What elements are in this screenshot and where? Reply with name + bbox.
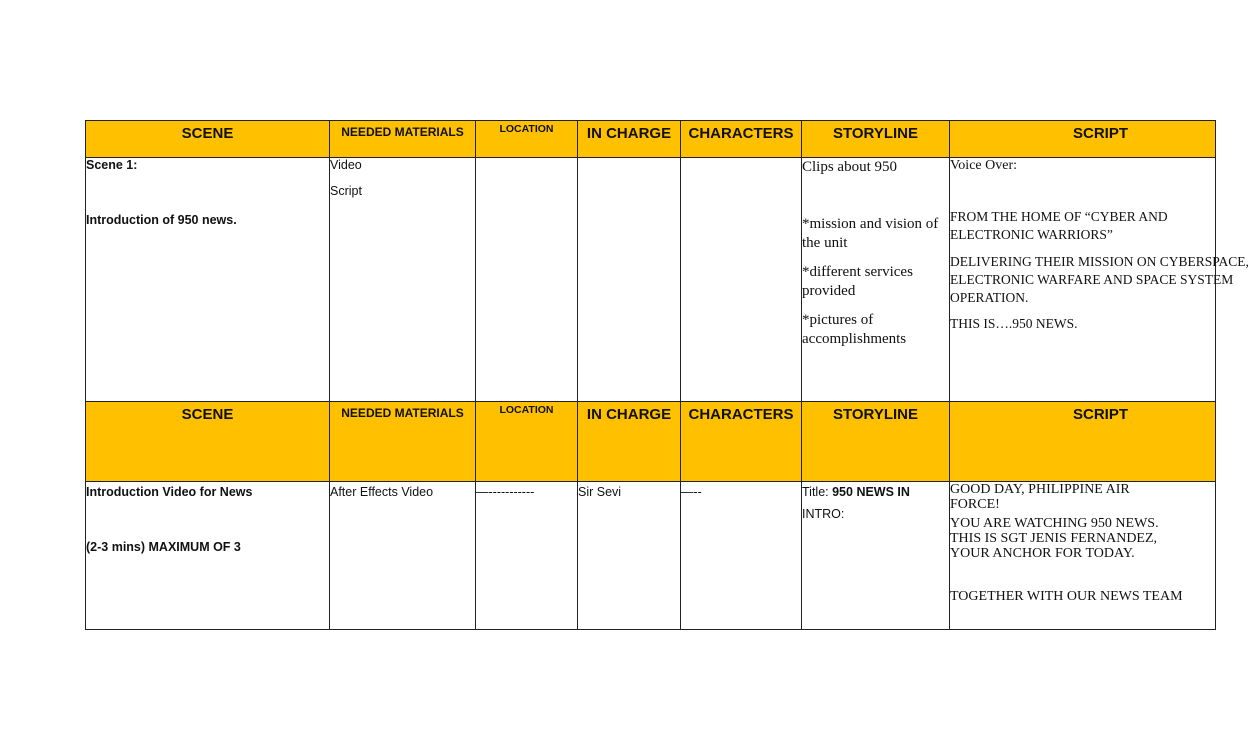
storyline-title-label: Title: xyxy=(802,485,829,499)
characters-cell: —-- xyxy=(681,482,802,630)
location-cell: —----------- xyxy=(476,482,578,630)
location-cell xyxy=(476,158,578,402)
storyline-item: *different services provided xyxy=(802,264,913,299)
scene-cell xyxy=(86,158,330,402)
header-script: SCRIPT xyxy=(950,121,1216,158)
header-characters: CHARACTERS xyxy=(681,121,802,158)
script-cell xyxy=(950,482,1216,630)
header-location: LOCATION xyxy=(476,121,578,158)
scene-description: (2-3 mins) MAXIMUM OF 3 xyxy=(86,540,241,554)
header-in-charge: IN CHARGE xyxy=(578,402,681,482)
storyline-intro: INTRO: xyxy=(802,507,845,521)
script-line: THIS IS….950 NEWS. xyxy=(950,316,1078,331)
scene-title: Introduction Video for News xyxy=(86,485,253,499)
script-cell xyxy=(950,158,1249,402)
in-charge-cell xyxy=(578,158,681,402)
script-line: FROM THE HOME OF “CYBER AND ELECTRONIC WARRIORS” xyxy=(950,209,1168,242)
storyline-item: *pictures of accomplishments xyxy=(802,312,907,347)
storyline-title xyxy=(802,485,949,499)
table-row xyxy=(86,482,1216,630)
header-script: SCRIPT xyxy=(950,402,1216,482)
header-scene: SCENE xyxy=(86,402,330,482)
storyline-cell xyxy=(802,158,950,402)
table-row xyxy=(86,158,1216,402)
material-item: Video xyxy=(330,158,362,172)
storyline-cell xyxy=(802,482,950,630)
script-line: DELIVERING THEIR MISSION ON CYBERSPACE, ELECTRONIC WARFARE AND SPACE SYSTEM OPERATION. xyxy=(950,254,1249,305)
material-item: Script xyxy=(330,184,362,198)
header-storyline: STORYLINE xyxy=(802,402,950,482)
header-characters: CHARACTERS xyxy=(681,402,802,482)
materials-cell xyxy=(330,158,476,402)
script-table xyxy=(85,120,1249,630)
storyline-item: *mission and vision of the unit xyxy=(802,216,939,251)
header-scene: SCENE xyxy=(86,121,330,158)
header-needed-materials: NEEDED MATERIALS xyxy=(330,121,476,158)
materials-cell: After Effects Video xyxy=(330,482,476,630)
voice-over-label: Voice Over: xyxy=(950,158,1017,173)
header-storyline: STORYLINE xyxy=(802,121,950,158)
characters-cell xyxy=(681,158,802,402)
header-row xyxy=(86,121,1216,158)
header-needed-materials: NEEDED MATERIALS xyxy=(330,402,476,482)
header-in-charge: IN CHARGE xyxy=(578,121,681,158)
script-line: GOOD DAY, PHILIPPINE AIR FORCE! xyxy=(950,482,1130,512)
header-location: LOCATION xyxy=(476,402,578,482)
scene-title: Scene 1: xyxy=(86,158,138,172)
scene-description: Introduction of 950 news. xyxy=(86,213,237,227)
in-charge-cell: Sir Sevi xyxy=(578,482,681,630)
header-row xyxy=(86,402,1216,482)
scene-cell xyxy=(86,482,330,630)
script-line: YOU ARE WATCHING 950 NEWS. THIS IS SGT JENIS FERNANDEZ, YOUR ANCHOR FOR TODAY. xyxy=(950,516,1159,561)
storyline-clip: Clips about 950 xyxy=(802,159,898,175)
script-line: TOGETHER WITH OUR NEWS TEAM xyxy=(950,589,1183,604)
storyline-title-value: 950 NEWS IN xyxy=(832,485,910,499)
